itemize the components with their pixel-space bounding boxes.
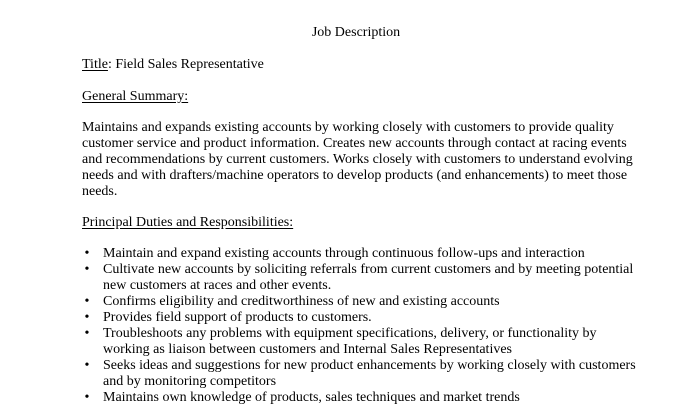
bullet-icon: • <box>84 358 90 373</box>
summary-line: and recommendations by current customers. Works closely with customers to understand evolving <box>82 152 633 167</box>
job-title-line <box>82 57 264 73</box>
job-title-value: : Field Sales Representative <box>107 57 264 72</box>
list-item <box>0 358 663 390</box>
duty-line: Confirms eligibility and creditworthiness of new and existing accounts <box>103 294 500 309</box>
duty-line: and by monitoring competitors <box>103 374 277 389</box>
bullet-icon: • <box>84 390 90 405</box>
summary-line: needs. <box>82 184 118 199</box>
bullet-icon: • <box>84 294 90 309</box>
list-item <box>0 246 663 262</box>
duty-line: Troubleshoots any problems with equipment specifications, delivery, or functionality by <box>103 326 597 341</box>
list-item <box>0 326 663 358</box>
duty-line: Provides field support of products to customers. <box>103 310 372 325</box>
bullet-icon: • <box>84 246 90 261</box>
list-item <box>0 390 663 406</box>
bullet-icon: • <box>84 326 90 341</box>
summary-line: Maintains and expands existing accounts by working closely with customers to provide quality <box>82 120 614 135</box>
duty-line: Maintains own knowledge of products, sales techniques and market trends <box>103 390 520 405</box>
general-summary-paragraph <box>82 120 642 200</box>
summary-line: customer service and product information. Creates new accounts through contact at racing events <box>82 136 627 151</box>
bullet-icon: • <box>84 310 90 325</box>
duty-line: Seeks ideas and suggestions for new product enhancements by working closely with customers <box>103 358 636 373</box>
document-heading: Job Description <box>311 25 401 40</box>
list-item <box>0 262 663 294</box>
list-item <box>0 310 663 326</box>
job-title-label: Title <box>82 57 108 72</box>
duties-list <box>0 246 692 406</box>
duty-line: Maintain and expand existing accounts through continuous follow-ups and interaction <box>103 246 585 261</box>
list-item <box>0 294 663 310</box>
duty-line: Cultivate new accounts by soliciting referrals from current customers and by meeting potential <box>103 262 634 277</box>
summary-line: needs and with drafters/machine operators to develop products (and enhancements) to meet those <box>82 168 628 183</box>
duty-line: new customers at races and other events. <box>103 278 332 293</box>
bullet-icon: • <box>84 262 90 277</box>
duties-heading: Principal Duties and Responsibilities: <box>82 215 294 230</box>
general-summary-heading: General Summary: <box>82 89 189 104</box>
duty-line: working as liaison between customers and Internal Sales Representatives <box>103 342 512 357</box>
